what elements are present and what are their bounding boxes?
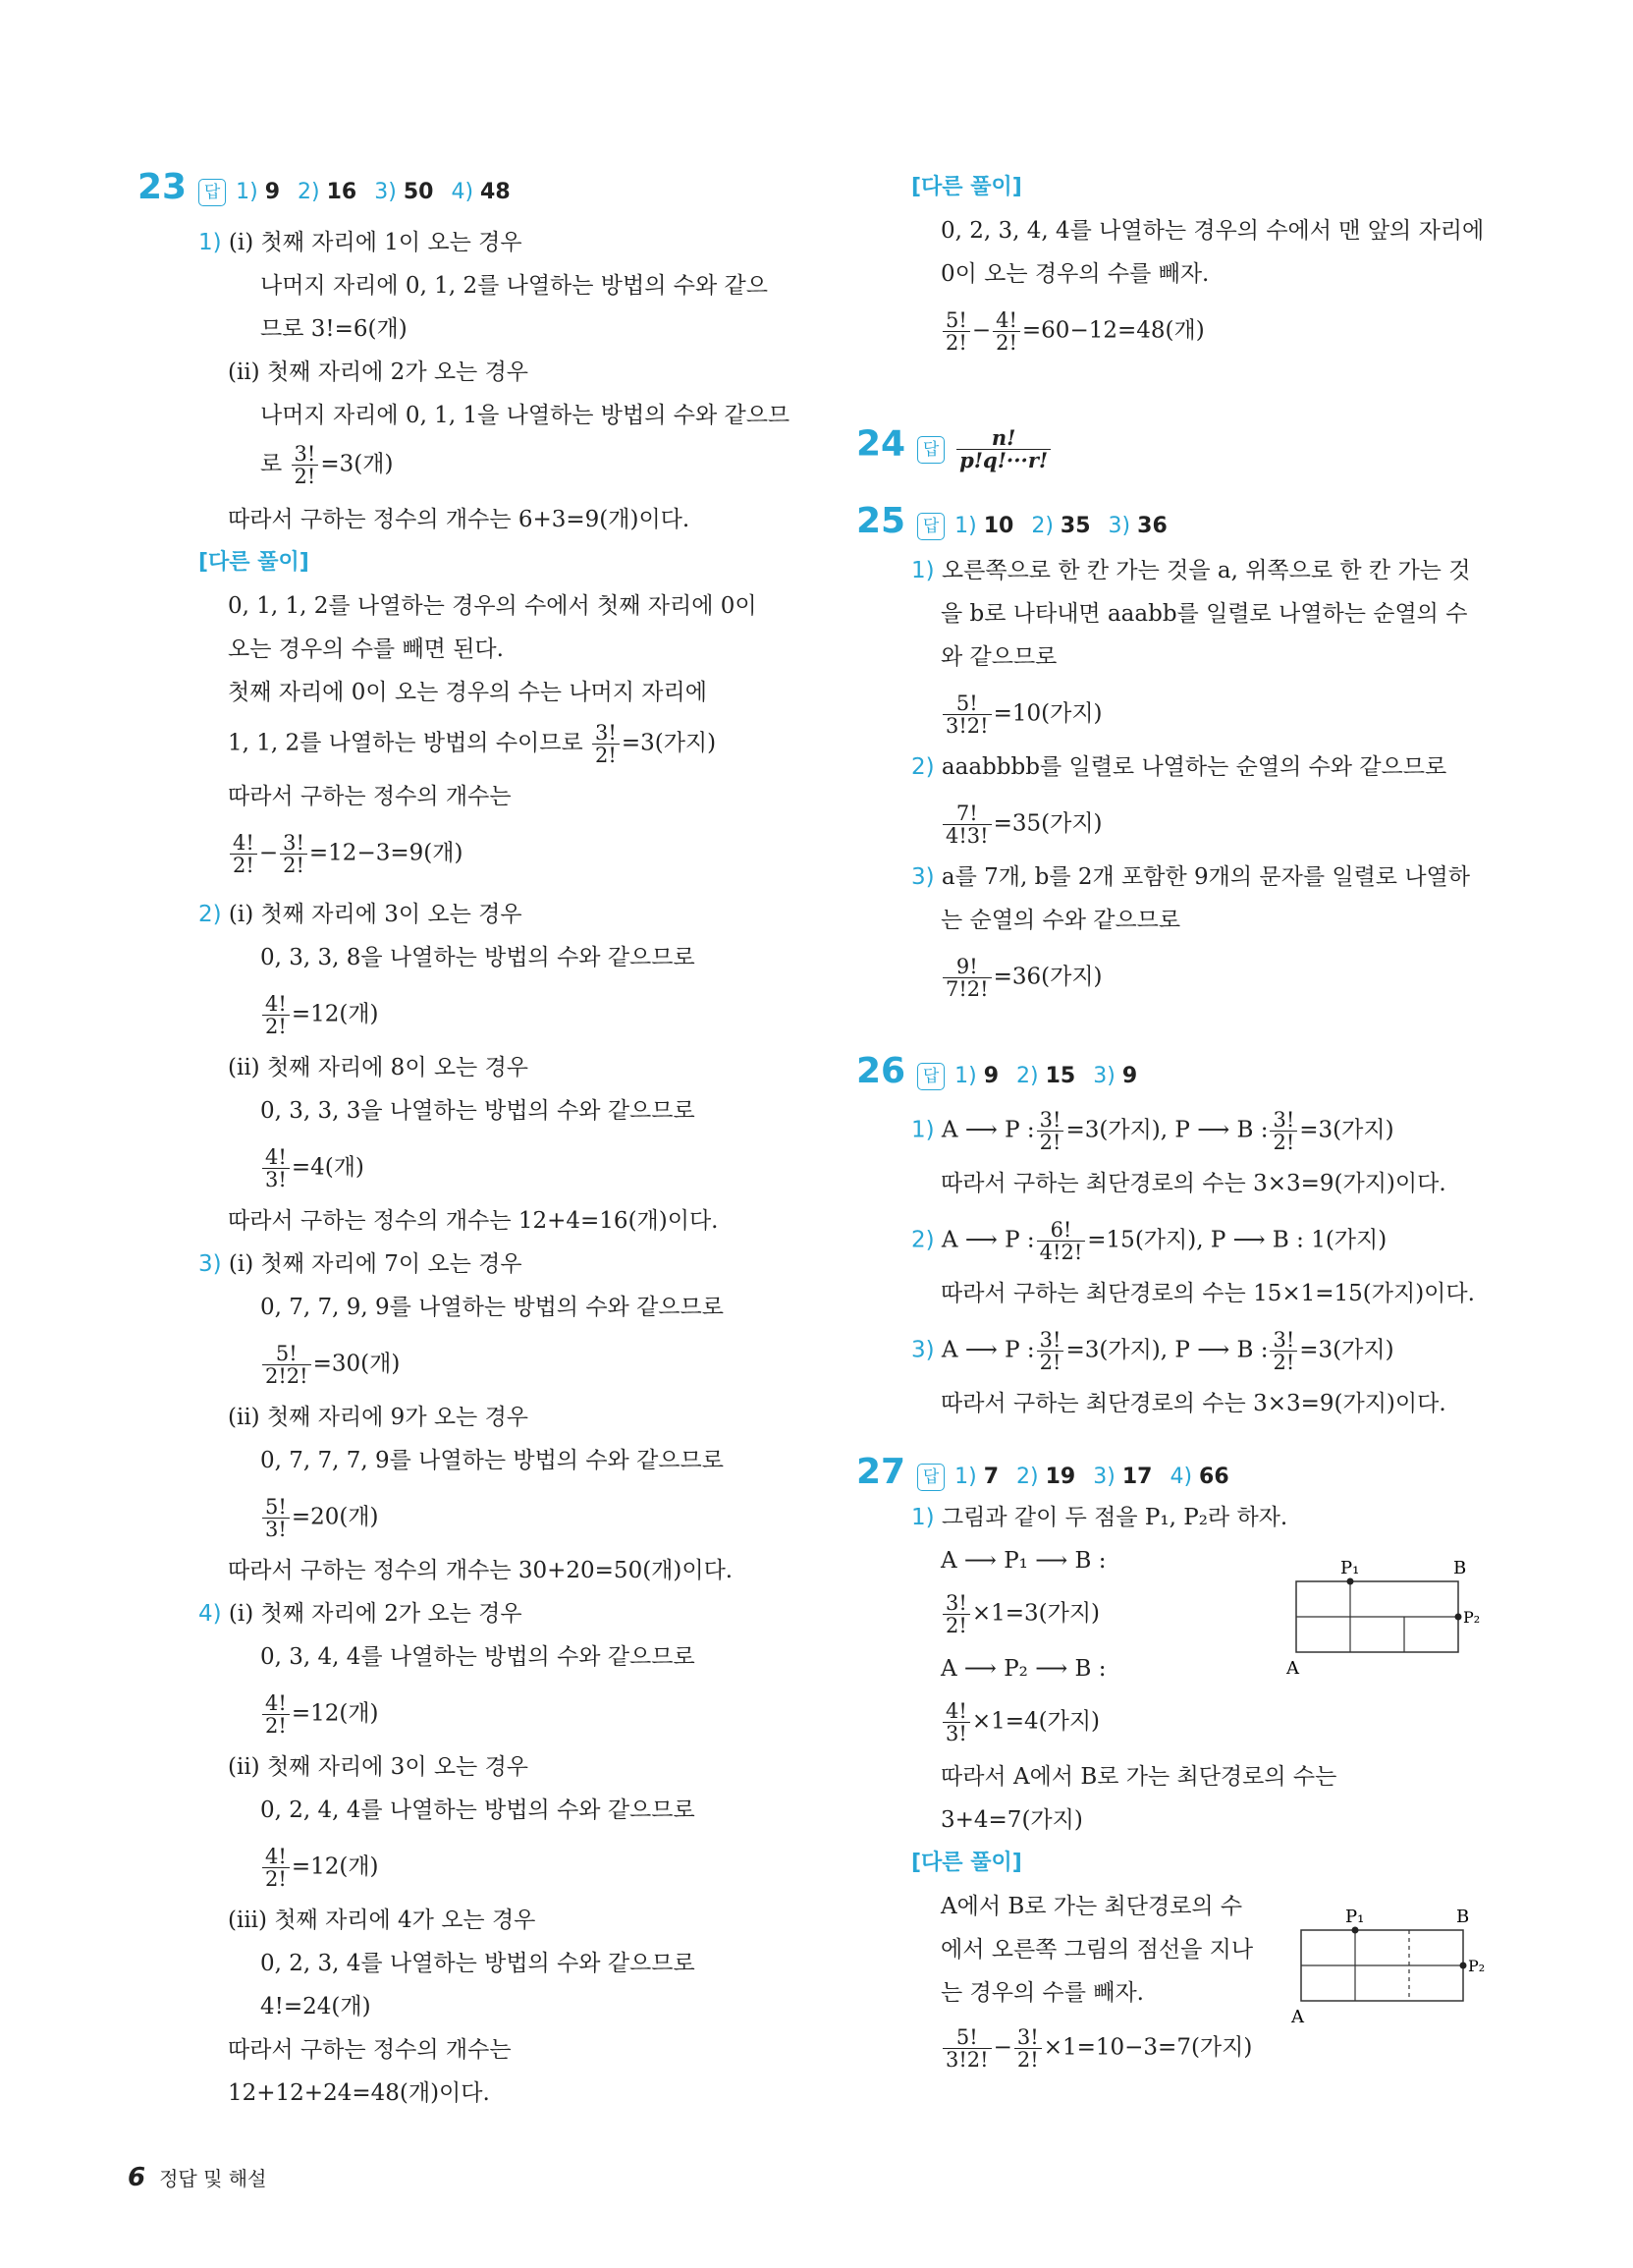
q23-p1-i: 1) (i) 첫째 자리에 1이 오는 경우: [198, 230, 522, 255]
label-p2: P₂: [1463, 1608, 1481, 1627]
text-line: A ⟶ P₁ ⟶ B :: [941, 1548, 1107, 1574]
fraction: $\frac{5!}{3!2!}$: [943, 2026, 992, 2071]
text-line: $\frac{5!}{3!2!}$ =10(가지): [941, 692, 1103, 737]
text-line: 3+4=7(가지): [941, 1807, 1083, 1833]
q23-p2-i: 2) (i) 첫째 자리에 3이 오는 경우: [198, 902, 522, 927]
point-p1: [1347, 1578, 1354, 1585]
text-line: $\frac{5!}{3!}$ =20(개): [260, 1496, 379, 1540]
text-line: $\frac{5!}{2!}$ − $\frac{4!}{2!}$ =60−12=48(개): [941, 309, 1205, 354]
alt-solution-title: [다른 풀이]: [198, 550, 309, 575]
text-line: 나머지 자리에 0, 1, 2를 나열하는 방법의 수와 같으: [260, 273, 768, 299]
fraction: $\frac{4!}{2!}$: [230, 832, 257, 876]
text-line: 4!=24(개): [260, 1994, 371, 2019]
point-p2: [1455, 1614, 1462, 1621]
text-line: 와 같으므로: [941, 644, 1058, 670]
text-line: $\frac{4!}{2!}$ − $\frac{3!}{2!}$ =12−3=9(개): [228, 832, 463, 876]
label-p1: P₁: [1345, 1907, 1365, 1927]
text-line: 1, 1, 2를 나열하는 방법의 수이므로 $\frac{3!}{2!}$ =3(가지): [228, 721, 717, 767]
grid-figure-1: [1277, 1552, 1502, 1680]
fraction: $\frac{3!}{2!}$: [1270, 1109, 1297, 1153]
text-line: (ii) 첫째 자리에 9가 오는 경우: [228, 1405, 529, 1430]
text-line: 12+12+24=48(개)이다.: [228, 2080, 490, 2106]
grid-figure-2: [1281, 1901, 1507, 2028]
alt-solution-title: [다른 풀이]: [911, 1851, 1022, 1875]
text-line: $\frac{4!}{2!}$ =12(개): [260, 1846, 379, 1890]
fraction: $\frac{3!}{2!}$: [1037, 1109, 1064, 1153]
point-p2: [1460, 1963, 1467, 1969]
fraction: $\frac{5!}{3!}$: [262, 1496, 290, 1540]
fraction: $\frac{4!}{2!}$: [993, 309, 1020, 354]
label-a: A: [1286, 1658, 1299, 1679]
fraction: $\frac{3!}{2!}$: [1014, 2026, 1042, 2071]
text-line: 따라서 구하는 최단경로의 수는 15×1=15(가지)이다.: [941, 1281, 1475, 1306]
text-line: 는 순열의 수와 같으므로: [941, 908, 1181, 933]
page-number: 6: [128, 2163, 146, 2192]
text-line: (ii) 첫째 자리에 8이 오는 경우: [228, 1055, 529, 1080]
fraction: $\frac{3!}{2!}$: [1270, 1329, 1297, 1373]
page-footer: [128, 2163, 266, 2192]
text-line: $\frac{4!}{2!}$ =12(개): [260, 993, 379, 1037]
label-p2: P₂: [1468, 1957, 1486, 1975]
fraction: $\frac{5!}{2!}$: [943, 309, 970, 354]
text-line: 을 b로 나타내면 aaabb를 일렬로 나열하는 순열의 수: [941, 601, 1468, 627]
label-p1: P₁: [1340, 1558, 1360, 1578]
fraction: $\frac{4!}{2!}$: [262, 993, 290, 1037]
text-line: 따라서 구하는 최단경로의 수는 3×3=9(가지)이다.: [941, 1391, 1446, 1416]
text-line: $\frac{4!}{3!}$ =4(개): [260, 1146, 364, 1190]
text-line: 따라서 구하는 정수의 개수는: [228, 2037, 512, 2063]
text-line: $\frac{5!}{3!2!}$ − $\frac{3!}{2!}$ ×1=10−3=7(가지): [941, 2026, 1252, 2071]
answer-badge: 답: [198, 179, 226, 206]
text-line: 따라서 구하는 정수의 개수는: [228, 784, 512, 809]
text-line: (iii) 첫째 자리에 4가 오는 경우: [228, 1908, 536, 1933]
fraction: $\frac{6!}{4!2!}$: [1037, 1219, 1086, 1263]
fraction: $\frac{4!}{3!}$: [262, 1146, 290, 1190]
fraction: $\frac{4!}{2!}$: [262, 1846, 290, 1890]
fraction: $\frac{9!}{7!2!}$: [943, 956, 992, 1000]
fraction: $\frac{3!}{2!}$: [292, 443, 319, 487]
text-line: 1) 오른쪽으로 한 칸 가는 것을 a, 위쪽으로 한 칸 가는 것: [911, 558, 1471, 583]
text-line: 에서 오른쪽 그림의 점선을 지나: [941, 1937, 1254, 1963]
fraction: $\frac{4!}{2!}$: [262, 1692, 290, 1737]
text-line: 0, 7, 7, 7, 9를 나열하는 방법의 수와 같으므로: [260, 1448, 724, 1473]
text-line: 따라서 구하는 정수의 개수는 12+4=16(개)이다.: [228, 1208, 719, 1234]
text-line: $\frac{9!}{7!2!}$ =36(가지): [941, 956, 1103, 1000]
text-line: 오는 경우의 수를 빼면 된다.: [228, 636, 504, 662]
q23-p4-i: 4) (i) 첫째 자리에 2가 오는 경우: [198, 1601, 522, 1627]
text-line: 나머지 자리에 0, 1, 1을 나열하는 방법의 수와 같으므: [260, 403, 790, 428]
text-line: 0, 3, 3, 8을 나열하는 방법의 수와 같으므로: [260, 945, 695, 970]
text-line: $\frac{4!}{3!}$ ×1=4(가지): [941, 1700, 1100, 1744]
text-line: 0, 2, 4, 4를 나열하는 방법의 수와 같으므로: [260, 1798, 695, 1823]
text-line: 따라서 구하는 최단경로의 수는 3×3=9(가지)이다.: [941, 1171, 1446, 1196]
q23-number: 23: [137, 167, 188, 207]
q25-header: 25 답 1) 10 2) 35 3) 36: [856, 501, 1168, 541]
text-line: (ii) 첫째 자리에 3이 오는 경우: [228, 1754, 529, 1780]
text-line: 첫째 자리에 0이 오는 경우의 수는 나머지 자리에: [228, 680, 707, 705]
text-line: $\frac{7!}{4!3!}$ =35(가지): [941, 802, 1103, 847]
text-line: (ii) 첫째 자리에 2가 오는 경우: [228, 360, 529, 385]
text-line: 3) A ⟶ P : $\frac{3!}{2!}$ =3(가지), P ⟶ B : $\frac{3!}{2!}$ =3(가지): [911, 1328, 1394, 1374]
fraction: $\frac{5!}{2!2!}$: [262, 1343, 311, 1387]
footer-text: 정답 및 해설: [159, 2167, 267, 2190]
q23-p3-i: 3) (i) 첫째 자리에 7이 오는 경우: [198, 1251, 522, 1277]
fraction: $\frac{3!}{2!}$: [592, 722, 620, 766]
fraction: $\frac{3!}{2!}$: [280, 832, 307, 876]
text-line: $\frac{3!}{2!}$ ×1=3(가지): [941, 1592, 1100, 1636]
text-line: 2) A ⟶ P : $\frac{6!}{4!2!}$ =15(가지), P ⟶ B : 1(가지): [911, 1218, 1388, 1264]
q24-header: 24 답 $\frac{n!}{p!q!\cdot\cdot\cdot r!}$: [856, 427, 1053, 471]
text-line: 2) aaabbbb를 일렬로 나열하는 순열의 수와 같으므로: [911, 754, 1447, 780]
text-line: 0, 3, 4, 4를 나열하는 방법의 수와 같으므로: [260, 1644, 695, 1670]
label-a: A: [1291, 2007, 1304, 2027]
text-line: 0, 2, 3, 4, 4를 나열하는 경우의 수에서 맨 앞의 자리에: [941, 218, 1485, 244]
fraction: $\frac{7!}{4!3!}$: [943, 802, 992, 847]
text-line: 0, 7, 7, 9, 9를 나열하는 방법의 수와 같으므로: [260, 1295, 724, 1320]
text-line: 0이 오는 경우의 수를 빼자.: [941, 261, 1210, 287]
fraction: $\frac{3!}{2!}$: [943, 1592, 970, 1636]
text-line: 므로 3!=6(개): [260, 316, 408, 342]
text-line: $\frac{5!}{2!2!}$ =30(개): [260, 1343, 400, 1387]
text-line: A에서 B로 가는 최단경로의 수: [941, 1894, 1243, 1919]
q23-answers: 1) 9 2) 16 3) 50 4) 48: [236, 180, 511, 204]
text-line: 1) 그림과 같이 두 점을 P₁, P₂라 하자.: [911, 1505, 1288, 1530]
text-line: 따라서 A에서 B로 가는 최단경로의 수는: [941, 1764, 1337, 1790]
label-b: B: [1453, 1558, 1467, 1578]
fraction: $\frac{4!}{3!}$: [943, 1700, 970, 1744]
text-line: 0, 2, 3, 4를 나열하는 방법의 수와 같으므로: [260, 1951, 695, 1976]
text-line: 로 $\frac{3!}{2!}$ =3(개): [260, 442, 394, 488]
fraction: $\frac{n!}{p!q!\cdot\cdot\cdot r!}$: [956, 427, 1051, 471]
text-line: 1) A ⟶ P : $\frac{3!}{2!}$ =3(가지), P ⟶ B : $\frac{3!}{2!}$ =3(가지): [911, 1108, 1394, 1154]
text-line: 0, 3, 3, 3을 나열하는 방법의 수와 같으므로: [260, 1098, 695, 1124]
q27-header: 27 답 1) 7 2) 19 3) 17 4) 66: [856, 1452, 1229, 1492]
text-line: 따라서 구하는 정수의 개수는 6+3=9(개)이다.: [228, 507, 690, 532]
text-line: A ⟶ P₂ ⟶ B :: [941, 1656, 1107, 1682]
alt-solution-title: [다른 풀이]: [911, 175, 1022, 199]
text-line: $\frac{4!}{2!}$ =12(개): [260, 1692, 379, 1737]
label-b: B: [1456, 1907, 1470, 1927]
q23-header: [137, 167, 528, 208]
fraction: $\frac{5!}{3!2!}$: [943, 692, 992, 737]
fraction: $\frac{3!}{2!}$: [1037, 1329, 1064, 1373]
text-line: 는 경우의 수를 빼자.: [941, 1980, 1144, 2006]
text-line: 0, 1, 1, 2를 나열하는 경우의 수에서 첫째 자리에 0이: [228, 593, 757, 619]
text-line: 3) a를 7개, b를 2개 포함한 9개의 문자를 일렬로 나열하: [911, 864, 1470, 890]
q26-header: 26 답 1) 9 2) 15 3) 9: [856, 1051, 1138, 1091]
text-line: 따라서 구하는 정수의 개수는 30+20=50(개)이다.: [228, 1558, 734, 1583]
point-p1: [1352, 1927, 1359, 1934]
